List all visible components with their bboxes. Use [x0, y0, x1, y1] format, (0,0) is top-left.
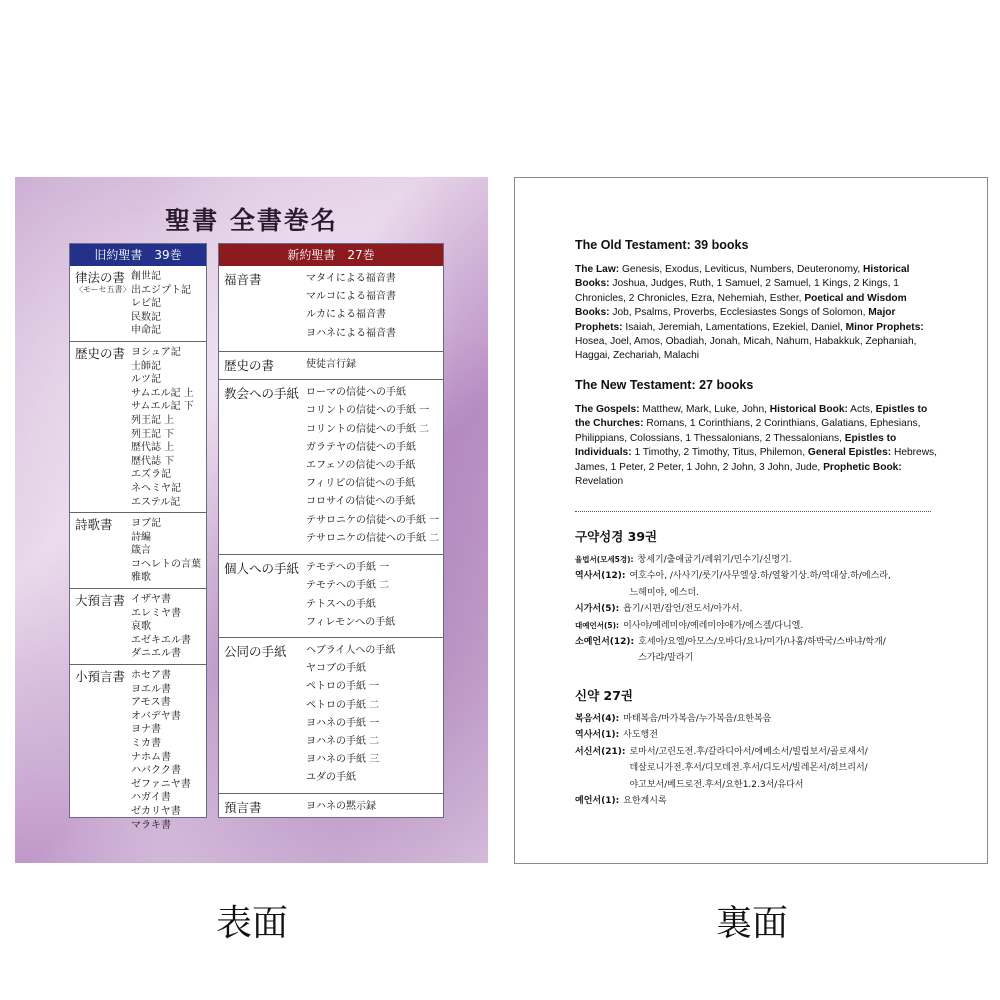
- ot-book: 歴代誌 下: [131, 455, 175, 467]
- en-book-list: Acts,: [847, 404, 876, 415]
- new-testament-en-section: [575, 378, 940, 489]
- ot-group: [70, 589, 206, 665]
- ko-category-label: 소예언서(12):: [575, 637, 635, 648]
- ot-book: 箴言: [131, 545, 151, 557]
- ko-book-lines: [623, 793, 666, 809]
- caption-front: 表面: [215, 903, 288, 944]
- new-testament-groups: [219, 266, 443, 844]
- front-title: 聖書 全書巻名: [165, 206, 338, 235]
- ot-book: ハバクク書: [131, 765, 181, 777]
- nt-group: [219, 380, 443, 555]
- ot-group: [70, 342, 206, 513]
- nt-book-list: [306, 356, 356, 374]
- ko-book-line: 스가랴/말라기: [638, 653, 694, 664]
- nt-book: 使徒言行録: [306, 359, 356, 370]
- ko-book-line: 야고보서/베드로전.후서/요한1.2.3서/유다서: [629, 779, 804, 790]
- nt-book: マタイによる福音書: [306, 273, 396, 284]
- dotted-divider: [575, 511, 931, 512]
- ko-category-label: 예언서(1):: [575, 796, 620, 807]
- ot-book: エゼキエル書: [131, 634, 191, 646]
- nt-book-list: [306, 798, 376, 839]
- ot-book: ミカ書: [131, 738, 161, 749]
- nt-book: テサロニケの信徒への手紙 一: [306, 514, 440, 526]
- ko-book-lines: [623, 727, 658, 743]
- old-testament-ko-rows: [575, 552, 965, 667]
- en-book-list: Matthew, Mark, Luke, John,: [639, 404, 770, 415]
- ot-book: ゼカリヤ書: [131, 805, 181, 817]
- en-category-label: Historical Books:: [575, 264, 910, 290]
- ot-book: ゼファニヤ書: [131, 778, 191, 790]
- ko-category-label: 시가서(5):: [575, 604, 620, 615]
- ot-group-name: 歴史の書: [75, 345, 126, 361]
- ot-book: 雅歌: [131, 572, 151, 584]
- ko-book-line: 느헤미야, 에스더.: [629, 587, 699, 598]
- old-testament-en-body: [575, 263, 940, 364]
- ko-book-lines: [623, 618, 803, 634]
- nt-book: テトスへの手紙: [306, 598, 376, 610]
- nt-group-name: 教会への手紙: [224, 386, 300, 402]
- en-book-list: Job, Psalms, Proverbs, Ecclesiastes Songs of Solomon,: [609, 307, 869, 319]
- ko-book-line: 호세아/요엘/아모스/오바다/요나/미가/나훔/하박국/스바냐/학개/: [638, 637, 886, 648]
- nt-book: ローマの信徒への手紙: [306, 387, 406, 399]
- en-category-label: General Epistles:: [807, 447, 892, 459]
- ot-book: 士師記: [131, 360, 161, 372]
- nt-group-label-wrap: [224, 561, 306, 632]
- ot-book: エレミヤ書: [131, 607, 181, 619]
- en-book-list: Hosea, Joel, Amos, Obadiah, Jonah, Micah, Nahum, Habakkuk, Zephaniah, Haggai, Zechariah, Malachi: [575, 336, 917, 362]
- ot-book: オバデヤ書: [131, 710, 181, 722]
- nt-group: [219, 352, 443, 380]
- ko-category-label: 대예언서(5):: [575, 620, 620, 630]
- en-book-list: 1 Timothy, 2 Timothy, Titus, Philemon,: [631, 447, 808, 459]
- nt-group-name: 福音書: [224, 272, 262, 287]
- ko-book-line: 사도행전: [623, 730, 658, 741]
- ot-group-name: 大預言書: [75, 593, 126, 609]
- ot-book: ネヘミヤ記: [131, 482, 181, 494]
- old-testament-header: 旧約聖書 39巻: [70, 244, 206, 266]
- nt-group: [219, 266, 443, 352]
- old-testament-groups: [70, 266, 206, 835]
- ot-book: ナホム書: [131, 751, 171, 763]
- ot-group-name: 詩歌書: [75, 517, 113, 533]
- nt-book: フィリピの信徒への手紙: [306, 478, 416, 490]
- nt-book: コロサイの信徒への手紙: [306, 496, 416, 508]
- ot-book: サムエル記 下: [131, 401, 194, 413]
- old-testament-ko-title: 구약성경 39권: [575, 529, 658, 544]
- ko-row: [575, 793, 965, 809]
- ko-book-line: 욥기/시편/잠언/전도서/아가서.: [623, 604, 743, 615]
- nt-book: ヨハネによる福音書: [306, 327, 396, 339]
- ot-group-label-wrap: [75, 270, 131, 338]
- nt-book-list: [306, 270, 396, 346]
- caption-back: 裏面: [715, 903, 788, 944]
- nt-book: コリントの信徒への手紙 二: [306, 423, 430, 435]
- ko-book-line: 창세기/출애굽기/레위기/민수기/신명기.: [637, 555, 792, 565]
- nt-book: テモテへの手紙 一: [306, 562, 390, 574]
- ko-category-label: 서신서(21):: [575, 746, 626, 757]
- ot-group-name: 小預言書: [75, 669, 126, 685]
- ot-book: コヘレトの言葉: [131, 558, 201, 570]
- ot-book: ルツ記: [131, 374, 161, 386]
- en-category-label: The Law:: [575, 264, 620, 275]
- ot-book: 民数記: [131, 311, 161, 323]
- ot-group-subtitle: 〈モーセ五書〉: [75, 285, 131, 294]
- ko-row: [575, 601, 965, 617]
- nt-book: ヨハネの手紙 三: [306, 754, 380, 766]
- new-testament-ko-title: 신약 27권: [575, 688, 633, 703]
- en-category-label: Major Prophets:: [575, 307, 896, 333]
- en-book-list: Joshua, Judges, Ruth, 1 Samuel, 2 Samuel, 1 Kings, 2 Kings, 1 Chronicles, 2 Chronicles, Ezra, Nehemiah, Esther,: [575, 278, 899, 304]
- nt-book: ガラテヤの信徒への手紙: [306, 441, 416, 453]
- ot-group-label-wrap: [75, 669, 131, 832]
- ko-book-lines: [629, 568, 890, 601]
- ot-book: ダニエル書: [131, 648, 181, 660]
- ot-group: [70, 513, 206, 589]
- nt-book: ペトロの手紙 二: [306, 699, 380, 711]
- ko-row: [575, 552, 965, 568]
- ot-group: [70, 665, 206, 835]
- nt-group: [219, 794, 443, 844]
- ot-book: 列王記 下: [131, 428, 175, 440]
- ko-book-lines: [638, 634, 886, 667]
- old-testament-en-section: [575, 238, 940, 364]
- ot-book: イザヤ書: [131, 594, 171, 606]
- nt-book-list: [306, 642, 395, 788]
- en-book-list: Romans, 1 Corinthians, 2 Corinthians, Galatians, Ephesians, Philippians, Colossians, 1 Thessalonians, 2 Thessalonians,: [575, 418, 921, 444]
- nt-group-name: 歴史の書: [224, 358, 275, 373]
- ot-group-label-wrap: [75, 346, 131, 509]
- back-card: [514, 177, 988, 864]
- ot-book-list: [131, 593, 191, 661]
- en-category-label: Epistles to the Churches:: [575, 404, 928, 430]
- ko-book-line: 이사야/예레미야/예레미야애가/에스겔/다니엘.: [623, 620, 804, 631]
- ot-book: サムエル記 上: [131, 387, 194, 399]
- en-category-label: Epistles to Individuals:: [575, 432, 897, 459]
- nt-book: コリントの信徒への手紙 一: [306, 405, 430, 417]
- nt-book: ヤコブの手紙: [306, 663, 366, 675]
- ko-book-lines: [623, 711, 771, 727]
- new-testament-column: [218, 243, 444, 818]
- nt-group-name: 個人への手紙: [224, 561, 300, 577]
- en-category-label: Prophetic Book:: [823, 461, 902, 473]
- ko-book-line: 데살로니가전.후서/디모데전.후서/디도서/빌레몬서/히브리서/: [629, 763, 868, 774]
- ot-book-list: [131, 517, 201, 585]
- nt-book: ルカによる福音書: [306, 309, 386, 321]
- ot-book: エステル記: [131, 496, 181, 508]
- en-category-label: Historical Book:: [769, 404, 848, 415]
- ot-group-label-wrap: [75, 517, 131, 585]
- ot-book-list: [131, 669, 191, 832]
- ot-book: ハガイ書: [131, 792, 171, 804]
- ot-book: エズラ記: [131, 469, 171, 481]
- en-category-label: Minor Prophets:: [845, 321, 924, 333]
- ot-book: 歴代誌 上: [131, 442, 175, 454]
- ot-book: レビ記: [131, 298, 161, 310]
- ot-book: アモス書: [131, 697, 171, 709]
- ot-book: ヨブ記: [131, 518, 161, 530]
- en-book-list: Revelation: [575, 476, 624, 488]
- ot-book: 創世記: [131, 271, 161, 282]
- ot-book: 申命記: [131, 325, 161, 337]
- en-category-label: Poetical and Wisdom Books:: [575, 292, 907, 319]
- ko-book-line: 여호수아, /사사기/룻기/사무엘상.하/열왕기상.하/역대상.하/에스라,: [629, 571, 891, 582]
- ot-book-list: [131, 346, 194, 509]
- nt-group-label-wrap: [224, 358, 306, 374]
- ot-group-label-wrap: [75, 593, 131, 661]
- nt-book: ヘブライ人への手紙: [306, 645, 396, 657]
- ko-book-line: 마태복음/마가복음/누가복음/요한복음: [623, 714, 772, 724]
- ot-book: ヨナ書: [131, 724, 161, 736]
- nt-book: ペトロの手紙 一: [306, 681, 380, 693]
- nt-book: マルコによる福音書: [306, 291, 396, 303]
- nt-book: ヨハネの手紙 二: [306, 736, 380, 748]
- new-testament-en-title: The New Testament: 27 books: [575, 378, 754, 392]
- ko-book-lines: [629, 744, 867, 793]
- ot-book: 詩編: [131, 531, 151, 543]
- nt-book: テモテへの手紙 二: [306, 580, 390, 592]
- ko-row: [575, 744, 965, 793]
- ko-row: [575, 618, 965, 634]
- nt-group: [219, 638, 443, 794]
- ot-book: 出エジプト記: [131, 284, 191, 296]
- nt-book: ユダの手紙: [306, 772, 356, 784]
- ko-row: [575, 634, 965, 667]
- en-book-list: Genesis, Exodus, Leviticus, Numbers, Deuteronomy,: [619, 264, 864, 275]
- ot-book: マラキ書: [131, 819, 171, 831]
- en-book-list: Isaiah, Jeremiah, Lamentations, Ezekiel, Daniel,: [622, 321, 846, 333]
- new-testament-ko-section: [575, 686, 965, 809]
- ot-book-list: [131, 270, 191, 338]
- ko-row: [575, 711, 965, 727]
- ko-book-lines: [623, 601, 742, 617]
- ko-book-line: 로마서/고린도전.후/갈라디아서/에베소서/빌립보서/골로새서/: [629, 746, 868, 757]
- ot-book: ヨシュア記: [131, 346, 181, 358]
- nt-book-list: [306, 384, 439, 549]
- en-category-label: The Gospels:: [575, 404, 640, 415]
- old-testament-ko-section: [575, 527, 965, 667]
- nt-group-name: 預言書: [224, 799, 262, 815]
- nt-book-list: [306, 559, 395, 632]
- new-testament-header: 新約聖書 27巻: [219, 244, 443, 266]
- ot-group-name: 律法の書: [75, 270, 126, 285]
- ko-book-line: 요한계시록: [623, 796, 667, 807]
- nt-book: エフェソの信徒への手紙: [306, 460, 416, 472]
- nt-group-label-wrap: [224, 644, 306, 788]
- nt-group-label-wrap: [224, 800, 306, 839]
- new-testament-ko-rows: [575, 711, 965, 809]
- ko-category-label: 역사서(12):: [575, 571, 626, 582]
- ko-row: [575, 568, 965, 601]
- ko-book-lines: [638, 552, 792, 568]
- ko-row: [575, 727, 965, 743]
- nt-group-label-wrap: [224, 272, 306, 346]
- nt-book: ヨハネの手紙 一: [306, 717, 380, 729]
- nt-group-label-wrap: [224, 386, 306, 549]
- en-book-list: Hebrews, James, 1 Peter, 2 Peter, 1 John, 2 John, 3 John, Jude,: [575, 447, 937, 473]
- nt-book: フィレモンへの手紙: [306, 616, 396, 628]
- ko-category-label: 복음서(4):: [575, 714, 620, 724]
- ot-book: ヨエル書: [131, 683, 171, 695]
- nt-book: テサロニケの信徒への手紙 二: [306, 532, 440, 544]
- new-testament-en-body: [575, 403, 940, 489]
- nt-group: [219, 555, 443, 638]
- ko-category-label: 역사서(1):: [575, 730, 620, 741]
- ot-book: ホセア書: [131, 670, 171, 682]
- nt-group-name: 公同の手紙: [224, 644, 287, 660]
- ot-group: [70, 266, 206, 342]
- old-testament-column: [69, 243, 207, 831]
- ot-book: 哀歌: [131, 621, 151, 633]
- front-card: [15, 177, 488, 863]
- ot-book: 列王記 上: [131, 414, 175, 426]
- ko-category-label: 율법서(모세5경):: [575, 555, 634, 564]
- nt-book: ヨハネの黙示録: [306, 800, 376, 812]
- old-testament-en-title: The Old Testament: 39 books: [575, 238, 749, 252]
